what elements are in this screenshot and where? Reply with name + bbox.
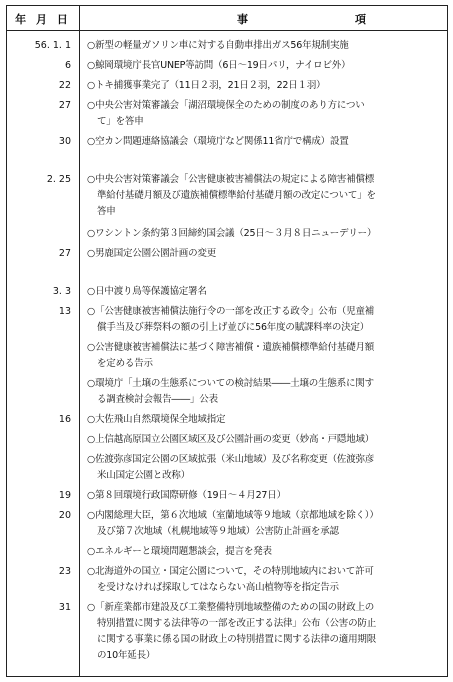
entry-line: ○トキ捕獲事業完了（11日２羽，21日２羽，22日１羽）: [87, 80, 326, 91]
entry-line: ○環境庁「土壌の生態系についての検討結果――土壌の生態系に関す: [87, 378, 374, 389]
entry-line: の10年延長）: [97, 650, 156, 661]
entry-date: 30: [58, 136, 71, 147]
entry-text: [87, 564, 439, 596]
entry-line: 及び第７次地域（札幌地域等９地域）公害防止計画を承認: [97, 526, 339, 537]
entry-line: 準給付基礎月額及び遺族補償標準給付基礎月額の改定について」を: [97, 190, 376, 201]
entry-text: [87, 508, 439, 540]
entry-line: ○新型の軽量ガソリン車に対する自動車排出ガス56年規制実施: [87, 40, 349, 51]
entry-text: [87, 304, 439, 336]
entry-line: ○中央公害対策審議会「公害健康被害補償法の規定による障害補償標: [87, 174, 375, 185]
entry-date: 27: [58, 100, 71, 111]
entry-line: ○大佐飛山自然環境保全地域指定: [87, 414, 226, 425]
entry-line: て」を答申: [97, 116, 144, 127]
entry-date: 20: [58, 510, 71, 521]
entry-line: る調査検討会報告――」公表: [97, 394, 218, 405]
entry-line: 償手当及び葬祭料の額の引上げ並びに56年度の賦課料率の決定）: [97, 322, 370, 333]
entry-text: [87, 134, 439, 150]
entry-line: ○エネルギーと環境問題懇談会，提言を発表: [87, 546, 272, 557]
entry-line: ○北海道外の国立・国定公園について，その特別地域内において許可: [87, 566, 374, 577]
entry-line: 米山国定公園と改称）: [97, 470, 191, 481]
column-divider: [79, 6, 80, 676]
entry-line: ○佐渡弥彦国定公園の区域拡張（米山地域）及び名称変更（佐渡弥彦: [87, 454, 375, 465]
entry-date: 23: [58, 566, 71, 577]
entry-text: [87, 78, 439, 94]
table-header: [7, 6, 447, 31]
entry-date: 22: [58, 80, 71, 91]
entry-text: [87, 600, 439, 664]
entry-date: 2. 25: [46, 174, 71, 185]
entry-line: を定める告示: [97, 358, 153, 369]
entry-text: [87, 376, 439, 408]
date-column-header: 年 月 日: [15, 13, 71, 26]
entry-line: ○ワシントン条約第３回締約国会議（25日〜３月８日ニューデリー）: [87, 228, 377, 239]
entry-date: 31: [58, 602, 71, 613]
entry-text: [87, 246, 439, 262]
entry-text: [87, 452, 439, 484]
entry-text: [87, 544, 439, 560]
entry-text: [87, 412, 439, 428]
entry-date: 13: [58, 306, 71, 317]
entry-text: [87, 488, 439, 504]
entry-date: 16: [58, 414, 71, 425]
event-column-header-2: 項: [355, 13, 366, 26]
entry-line: ○男鹿国定公園公園計画の変更: [87, 248, 216, 259]
entry-line: ○日中渡り鳥等保護協定署名: [87, 286, 207, 297]
entry-line: ○第８回環境行政国際研修（19日〜４月27日）: [87, 490, 286, 501]
entry-line: ○内閣総理大臣，第６次地域（室蘭地域等９地域（京都地域を除く））: [87, 510, 379, 521]
entry-text: [87, 172, 439, 220]
chronology-table: [6, 5, 448, 677]
entry-line: 答申: [97, 206, 116, 217]
entry-text: [87, 38, 439, 54]
entry-line: ○中央公害対策審議会「湖沼環境保全のための制度のあり方につい: [87, 100, 365, 111]
entry-line: ○「公害健康被害補償法施行令の一部を改正する政令」公布（児童補: [87, 306, 375, 317]
entry-line: 特別措置に関する法律等の一部を改正する法律」公布（公害の防止: [97, 618, 377, 629]
entry-date: 56. 1. 1: [34, 40, 71, 51]
entry-line: ○「新産業都市建設及び工業整備特別地域整備のための国の財政上の: [87, 602, 375, 613]
entry-text: [87, 98, 439, 130]
entry-line: を受けなければ採取してはならない高山植物等を指定告示: [97, 582, 339, 593]
entry-line: ○公害健康被害補償法に基づく障害補償・遺族補償標準給付基礎月額: [87, 342, 375, 353]
entry-line: ○空カン問題連絡協議会（環境庁など関係11省庁で構成）設置: [87, 136, 349, 147]
entry-line: に関する事業に係る国の財政上の特別措置に関する法律の適用期限: [97, 634, 377, 645]
entry-line: ○上信越高原国立公園区域区及び公園計画の変更（妙高・戸隠地域）: [87, 434, 375, 445]
entry-text: [87, 432, 439, 448]
entry-text: [87, 226, 439, 242]
entry-text: [87, 340, 439, 372]
entry-date: 19: [58, 490, 71, 501]
entry-date: 6: [64, 60, 71, 71]
entry-text: [87, 58, 439, 74]
entry-line: ○鯨岡環境庁長官UNEP等訪問（6日〜19日パリ，ナイロビ外）: [87, 60, 351, 71]
event-column-header-1: 事: [237, 13, 248, 26]
entry-date: 27: [58, 248, 71, 259]
entry-text: [87, 284, 439, 300]
entry-date: 3. 3: [52, 286, 71, 297]
